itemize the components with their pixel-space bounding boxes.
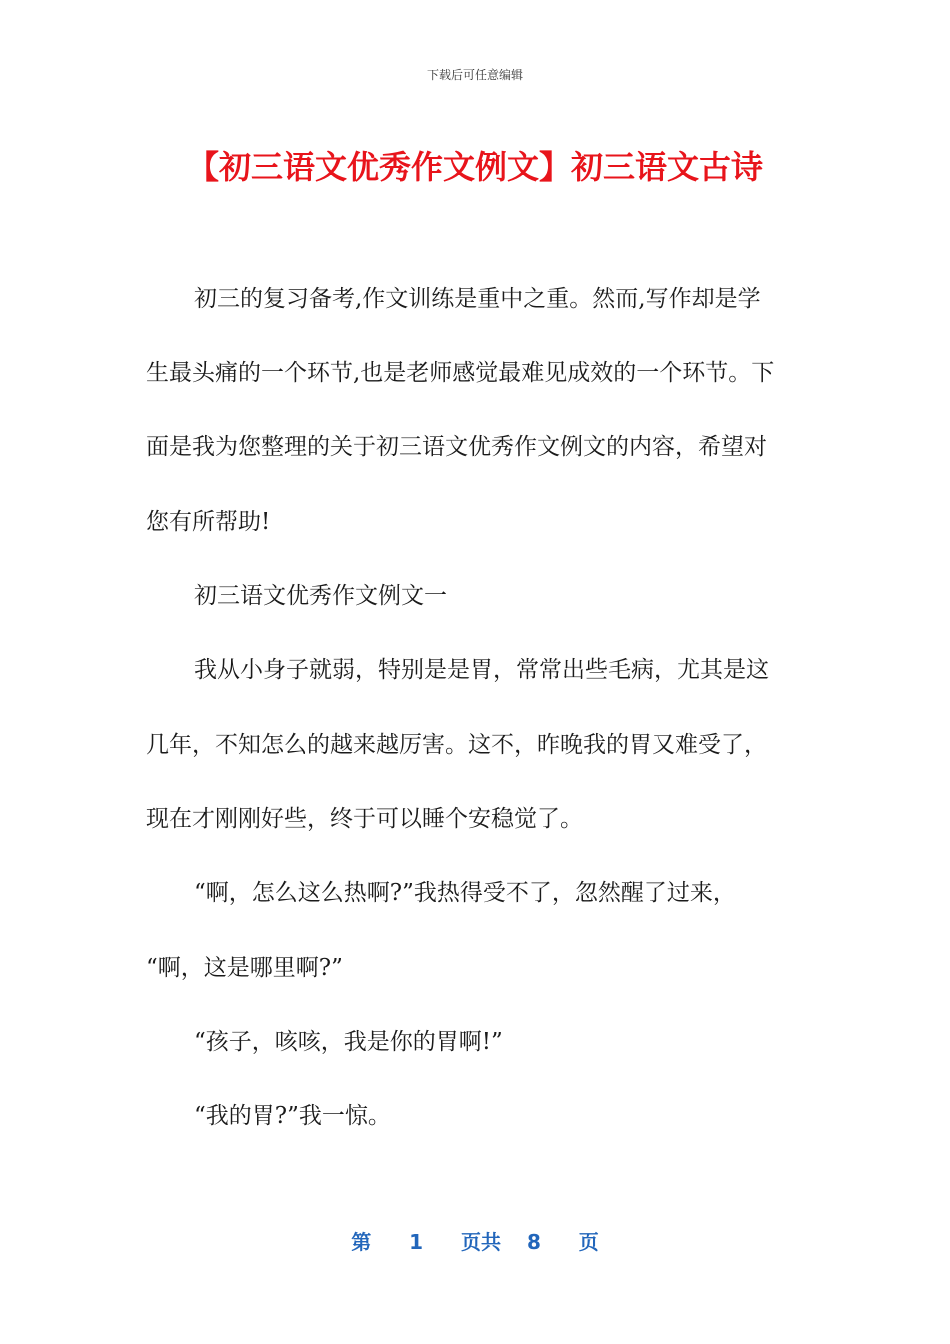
paragraph-line: 面是我为您整理的关于初三语文优秀作文例文的内容，希望对 bbox=[146, 434, 767, 460]
paragraph-line: 我从小身子就弱，特别是是胃，常常出些毛病，尤其是这 bbox=[194, 657, 769, 683]
footer-page-label: 第 bbox=[351, 1230, 372, 1254]
paragraph-line: 初三的复习备考,作文训练是重中之重。然而,写作却是学 bbox=[194, 286, 761, 312]
footer-page-number: 1 bbox=[409, 1230, 424, 1254]
paragraph-line: 生最头痛的一个环节,也是老师感觉最难见成效的一个环节。下 bbox=[146, 360, 775, 386]
section-heading: 初三语文优秀作文例文一 bbox=[194, 583, 447, 609]
document-title: 【初三语文优秀作文例文】初三语文古诗 bbox=[186, 148, 763, 186]
paragraph-line: “我的胃?”我一惊。 bbox=[194, 1103, 391, 1129]
paragraph-line: 现在才刚刚好些，终于可以睡个安稳觉了。 bbox=[146, 806, 583, 832]
paragraph-line: 几年，不知怎么的越来越厉害。这不，昨晚我的胃又难受了， bbox=[146, 732, 767, 758]
page-footer bbox=[0, 1226, 950, 1255]
paragraph-line: “啊，怎么这么热啊?”我热得受不了，忽然醒了过来， bbox=[194, 880, 736, 906]
paragraph-line: 您有所帮助! bbox=[146, 509, 271, 535]
footer-total-label: 页共 bbox=[461, 1230, 501, 1254]
footer-page-suffix: 页 bbox=[578, 1230, 599, 1254]
header-note: 下载后可任意编辑 bbox=[426, 68, 523, 82]
footer-total-pages: 8 bbox=[526, 1230, 541, 1254]
paragraph-line: “孩子，咳咳，我是你的胃啊!” bbox=[194, 1029, 503, 1055]
paragraph-line: “啊，这是哪里啊?” bbox=[146, 955, 343, 981]
